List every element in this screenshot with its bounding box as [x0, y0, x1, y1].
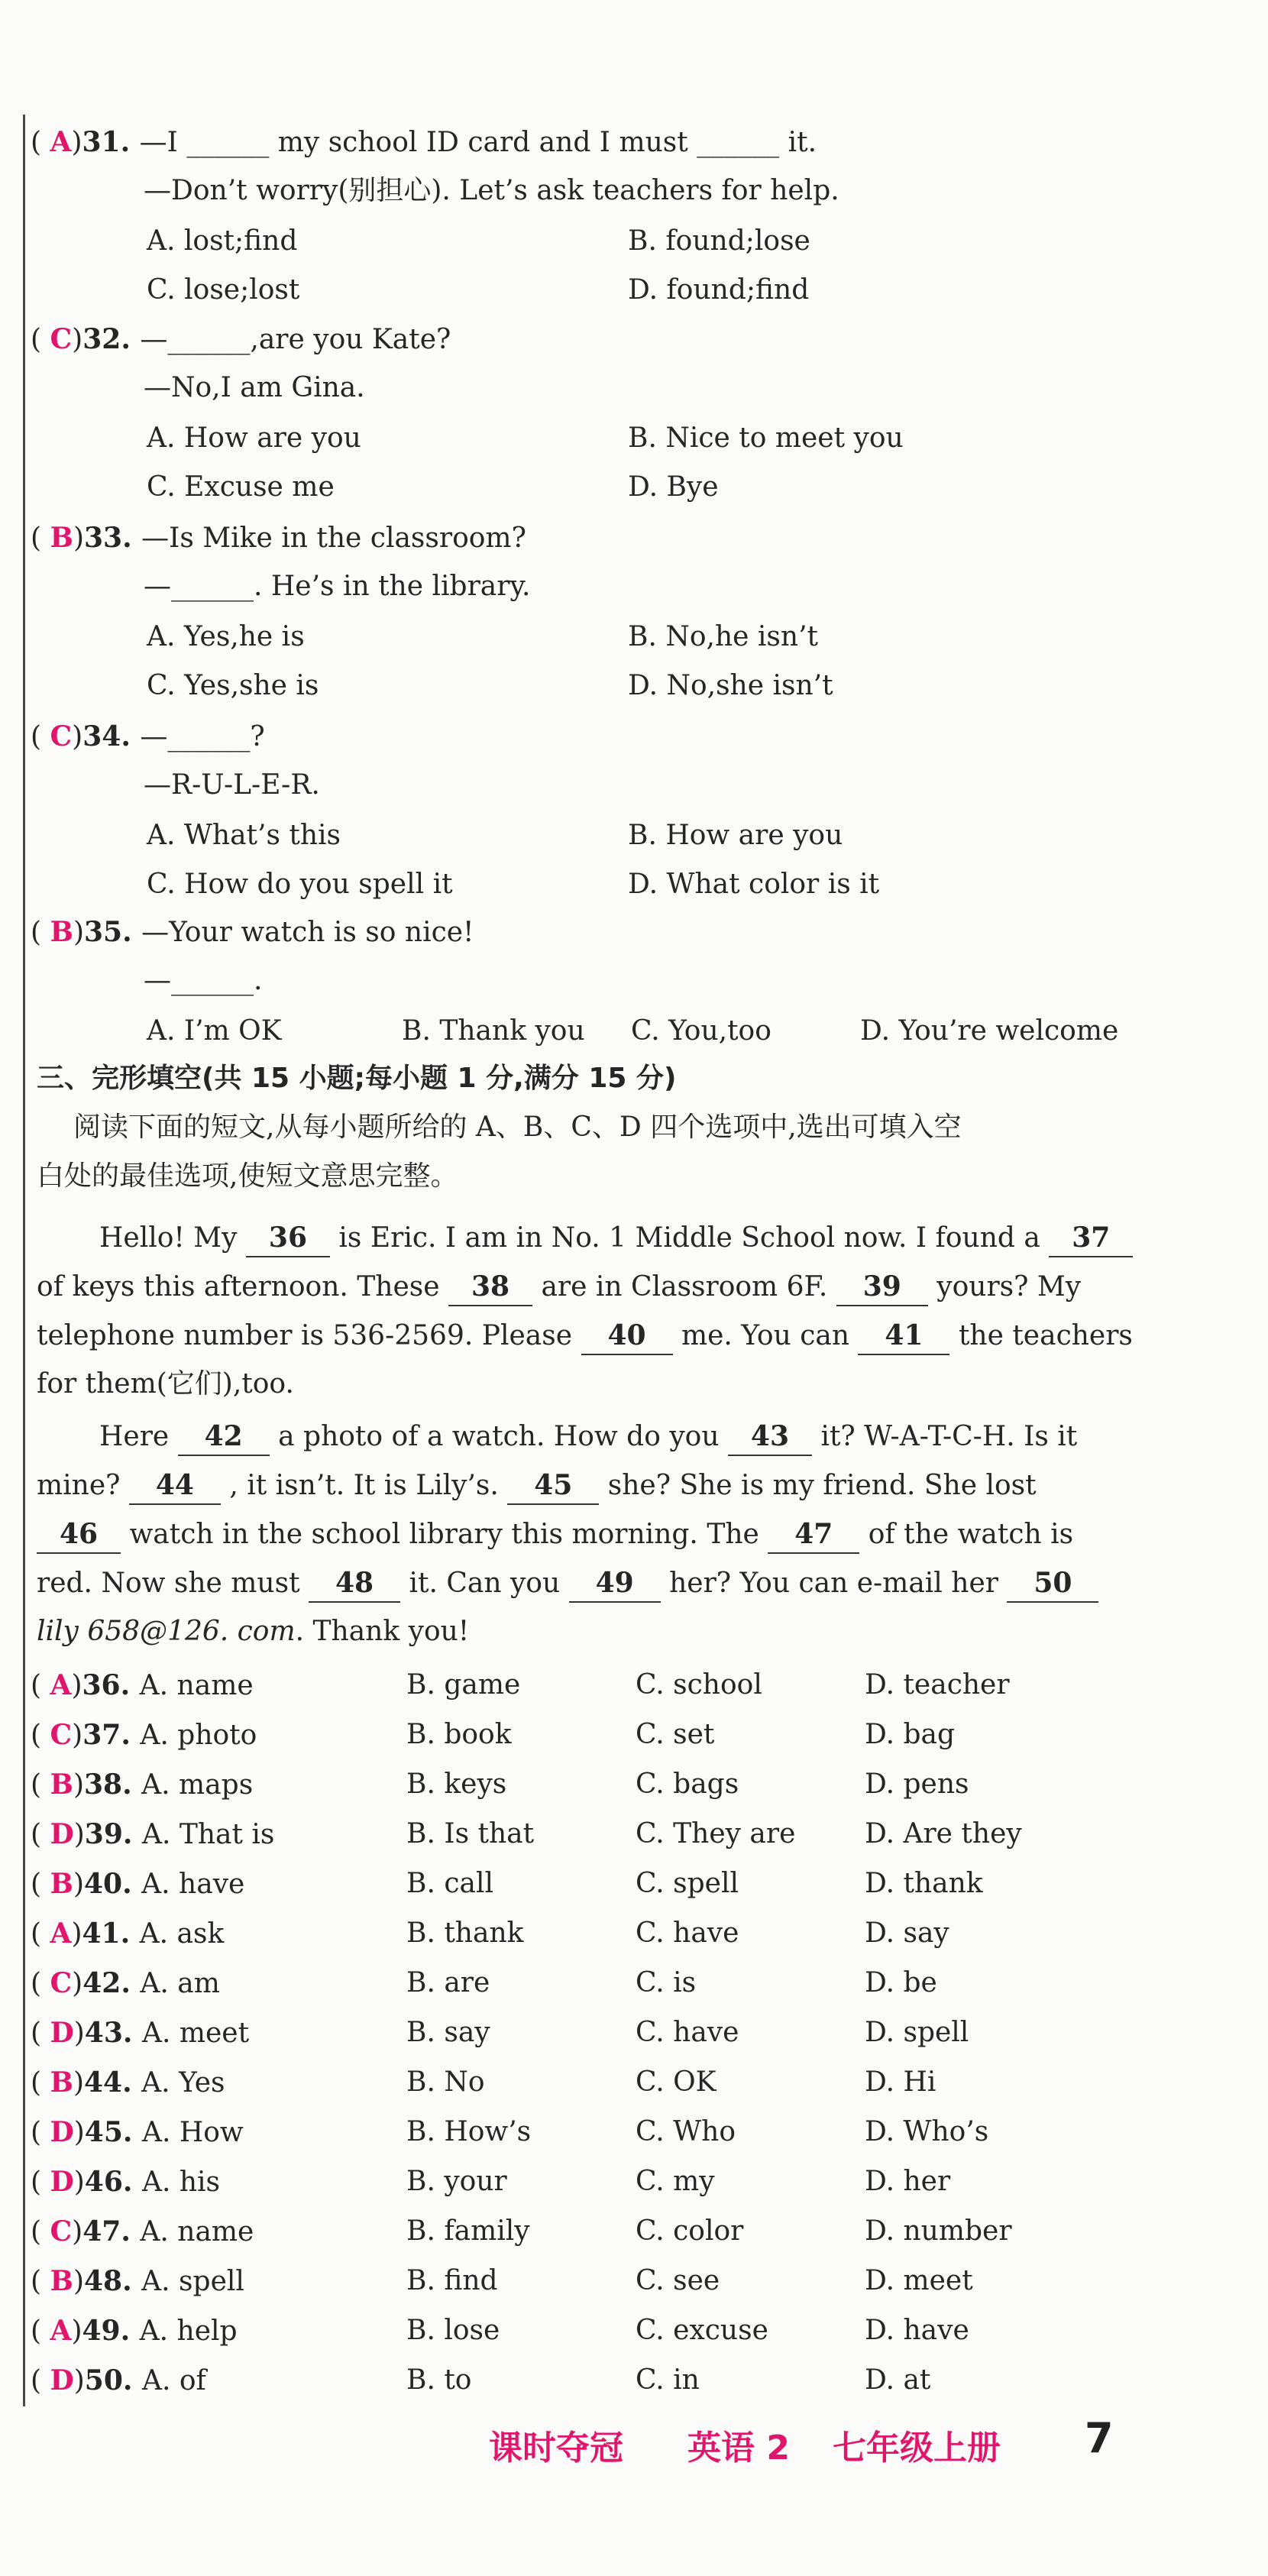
question-number: 40	[83, 1868, 123, 1900]
option-a: A. Yes,he is	[147, 621, 305, 652]
question-dot: .	[122, 2364, 142, 2396]
option-b: B. Is that	[406, 1818, 535, 1849]
option-row	[31, 2312, 238, 2350]
question-number: 34	[82, 720, 121, 752]
option-b: B. family	[406, 2215, 530, 2247]
answer-paren: (	[31, 2117, 50, 2148]
option-d: D. her	[865, 2166, 951, 2197]
answer-letter: B	[50, 522, 73, 554]
option-d: D. Are they	[865, 1818, 1022, 1849]
option-b: B. say	[406, 2017, 490, 2048]
blank-49: 49	[569, 1565, 661, 1603]
answer-paren: (	[31, 1769, 50, 1801]
option-b: B. thank	[406, 1917, 524, 1949]
option-d: D. say	[865, 1917, 949, 1949]
answer-paren: )	[72, 2216, 83, 2248]
answer-letter: D	[50, 2116, 74, 2148]
option-row	[31, 2213, 254, 2251]
answer-paren: )	[73, 2067, 84, 2099]
option-row	[31, 1717, 257, 1754]
option-b: B. game	[406, 1669, 521, 1701]
question-number: 41	[82, 1917, 121, 1950]
option-a: A. spell	[141, 2266, 244, 2297]
option-d: D. meet	[865, 2265, 973, 2296]
dialogue-reply: —Don’t worry(别担心). Let’s ask teachers for help.	[144, 175, 839, 206]
option-a: A. lost;find	[147, 225, 298, 257]
answer-letter: C	[50, 1967, 73, 1999]
option-a: A. How are you	[147, 422, 361, 454]
option-a: A. have	[141, 1869, 245, 1900]
question-stem	[31, 519, 526, 557]
option-row	[31, 2263, 244, 2300]
question-dot: .	[121, 720, 141, 752]
answer-paren: (	[31, 1819, 50, 1850]
passage-line: red. Now she must 48 it. Can you 49 her? You can e-mail her 50	[37, 1565, 1098, 1603]
answer-paren: )	[73, 1869, 84, 1900]
answer-paren: (	[31, 2315, 50, 2347]
answer-letter: C	[50, 1719, 73, 1751]
option-d: D. What color is it	[628, 869, 880, 900]
answer-paren: (	[31, 2018, 50, 2049]
option-b: B. lose	[406, 2315, 500, 2346]
option-a: A. help	[139, 2315, 238, 2347]
passage-line: for them(它们),too.	[37, 1368, 294, 1400]
option-row	[31, 1766, 253, 1804]
option-a: A. name	[140, 2216, 254, 2248]
question-dot: .	[122, 1769, 142, 1801]
question-number: 47	[82, 2215, 121, 2248]
blank-36: 36	[246, 1219, 330, 1257]
passage-line: 46 watch in the school library this morning. The 47 of the watch is	[37, 1516, 1073, 1554]
option-b: B. No,he isn’t	[628, 621, 818, 652]
book-title: 课时夺冠	[489, 2429, 623, 2468]
passage-line: telephone number is 536-2569. Please 40 me. You can 41 the teachers	[37, 1317, 1133, 1355]
question-dot: .	[122, 522, 142, 554]
answer-paren: (	[31, 1720, 50, 1751]
option-a: A. That is	[141, 1819, 275, 1850]
option-c: C. my	[636, 2166, 715, 2197]
option-c: C. have	[636, 2017, 739, 2048]
option-a: A. meet	[141, 2018, 250, 2049]
answer-paren: )	[71, 2315, 82, 2347]
question-number: 32	[82, 323, 121, 355]
question-dot: .	[120, 2315, 140, 2347]
answer-paren: )	[72, 1720, 83, 1751]
option-b: B. find	[406, 2265, 498, 2296]
question-stem	[31, 321, 451, 358]
margin-rule	[23, 115, 25, 2406]
answer-letter: B	[50, 2265, 73, 2297]
question-dot: .	[121, 1719, 141, 1751]
option-a: A. How	[141, 2117, 244, 2148]
question-dot: .	[122, 916, 142, 948]
option-c: C. have	[636, 1917, 739, 1949]
blank-38: 38	[448, 1268, 532, 1306]
answer-paren: )	[73, 2365, 85, 2396]
answer-paren: )	[73, 2018, 85, 2049]
question-number: 39	[84, 1818, 123, 1850]
option-row	[31, 1816, 274, 1853]
option-c: C. spell	[636, 1868, 739, 1899]
option-row	[31, 1866, 244, 1903]
option-c: C. OK	[636, 2066, 716, 2098]
instruction-line-2: 白处的最佳选项,使短文意思完整。	[37, 1160, 458, 1192]
answer-paren: )	[72, 1968, 83, 1999]
option-a: A. his	[141, 2167, 221, 2198]
answer-paren: )	[73, 1819, 85, 1850]
dialogue-reply: —______. He’s in the library.	[144, 571, 531, 602]
answer-paren: )	[72, 324, 83, 355]
option-b: B. to	[406, 2364, 472, 2396]
question-dot: .	[122, 2265, 142, 2297]
option-a: A. Yes	[141, 2067, 225, 2099]
instruction-line-1: 阅读下面的短文,从每小题所给的 A、B、C、D 四个选项中,选出可填入空	[73, 1112, 962, 1143]
option-a: A. What’s this	[147, 820, 341, 851]
grade-label: 七年级上册	[833, 2429, 1001, 2468]
blank-46: 46	[37, 1516, 121, 1554]
section-title: 三、完形填空(共 15 小题;每小题 1 分,满分 15 分)	[37, 1063, 677, 1094]
question-text: —______,are you Kate?	[140, 324, 451, 355]
answer-letter: A	[50, 1917, 72, 1950]
option-b: B. Nice to meet you	[628, 422, 904, 454]
question-number: 42	[82, 1967, 121, 1999]
option-d: D. thank	[865, 1868, 983, 1899]
option-d: D. be	[865, 1967, 937, 1998]
question-number: 36	[82, 1669, 121, 1701]
option-c: C. excuse	[636, 2315, 768, 2346]
option-b: B. keys	[406, 1769, 507, 1800]
answer-paren: (	[31, 1968, 50, 1999]
answer-letter: B	[50, 2066, 73, 2099]
question-text: —Is Mike in the classroom?	[141, 523, 526, 554]
option-b: B. book	[406, 1719, 512, 1750]
question-dot: .	[122, 2166, 142, 2198]
answer-paren: (	[31, 127, 50, 158]
question-number: 45	[84, 2116, 123, 2148]
option-d: D. pens	[865, 1769, 969, 1800]
option-c: C. in	[636, 2364, 700, 2396]
option-c: C. They are	[636, 1818, 796, 1849]
question-dot: .	[121, 323, 141, 355]
option-d: D. You’re welcome	[860, 1015, 1119, 1047]
answer-letter: D	[50, 1818, 74, 1850]
blank-50: 50	[1007, 1565, 1098, 1603]
answer-paren: )	[72, 721, 83, 752]
email-address: lily 658@126. com	[37, 1616, 296, 1647]
option-c: C. see	[636, 2265, 720, 2296]
question-number: 31	[82, 126, 121, 158]
option-b: B. your	[406, 2166, 507, 2197]
answer-letter: B	[50, 916, 73, 948]
option-row	[31, 2362, 206, 2400]
question-dot: .	[120, 1917, 140, 1950]
option-row	[31, 2163, 220, 2201]
question-dot: .	[122, 2017, 142, 2049]
question-dot: .	[120, 1669, 140, 1701]
option-d: D. bag	[865, 1719, 956, 1750]
passage-line: lily 658@126. com. Thank you!	[37, 1616, 470, 1647]
answer-paren: (	[31, 2266, 50, 2297]
blank-37: 37	[1049, 1219, 1133, 1257]
option-b: B. Thank you	[402, 1015, 585, 1047]
answer-letter: A	[50, 1669, 72, 1701]
question-dot: .	[122, 2116, 142, 2148]
blank-48: 48	[309, 1565, 400, 1603]
option-c: C. Excuse me	[147, 471, 335, 503]
option-b: B. How are you	[628, 820, 843, 851]
question-dot: .	[120, 126, 140, 158]
answer-letter: A	[50, 126, 72, 158]
option-c: C. color	[636, 2215, 744, 2247]
answer-paren: (	[31, 1670, 50, 1701]
passage-line: mine? 44 , it isn’t. It is Lily’s. 45 she? She is my friend. She lost	[37, 1467, 1037, 1505]
option-d: D. spell	[865, 2017, 969, 2048]
blank-47: 47	[768, 1516, 859, 1554]
answer-paren: (	[31, 917, 50, 948]
answer-paren: (	[31, 1918, 50, 1950]
blank-44: 44	[129, 1467, 221, 1505]
option-d: D. Who’s	[865, 2116, 989, 2147]
question-stem	[31, 718, 265, 756]
answer-paren: )	[71, 1670, 82, 1701]
answer-letter: B	[50, 1868, 73, 1900]
option-b: B. call	[406, 1868, 493, 1899]
answer-letter: D	[50, 2017, 74, 2049]
option-row	[31, 2015, 249, 2052]
answer-paren: )	[71, 127, 82, 158]
passage-line: Hello! My 36 is Eric. I am in No. 1 Middle School now. I found a 37	[99, 1219, 1133, 1257]
option-a: A. ask	[139, 1918, 225, 1950]
option-b: B. are	[406, 1967, 490, 1998]
page-number: 7	[1085, 2414, 1114, 2462]
answer-paren: )	[73, 523, 84, 554]
blank-39: 39	[836, 1268, 928, 1306]
option-b: B. No	[406, 2066, 485, 2098]
subject-label: 英语 2	[687, 2429, 790, 2468]
answer-paren: (	[31, 1869, 50, 1900]
question-number: 43	[84, 2017, 123, 2049]
answer-paren: )	[71, 1918, 82, 1950]
answer-letter: C	[50, 323, 73, 355]
option-d: D. Bye	[628, 471, 719, 503]
option-row	[31, 2064, 225, 2102]
blank-45: 45	[507, 1467, 599, 1505]
question-stem	[31, 914, 474, 951]
option-a: A. maps	[141, 1769, 254, 1801]
question-number: 50	[84, 2364, 123, 2396]
option-row	[31, 1965, 220, 2002]
answer-letter: B	[50, 1769, 73, 1801]
question-number: 37	[82, 1719, 121, 1751]
option-a: A. I’m OK	[147, 1015, 282, 1047]
blank-43: 43	[728, 1418, 812, 1456]
option-c: C. bags	[636, 1769, 739, 1800]
answer-letter: C	[50, 2215, 73, 2248]
question-number: 48	[83, 2265, 123, 2297]
option-row	[31, 1915, 224, 1953]
answer-paren: )	[73, 917, 84, 948]
question-number: 38	[83, 1769, 123, 1801]
option-row	[31, 1667, 254, 1704]
question-number: 33	[83, 522, 123, 554]
answer-letter: D	[50, 2364, 74, 2396]
question-dot: .	[121, 2215, 141, 2248]
option-d: D. Hi	[865, 2066, 936, 2098]
option-c: C. Yes,she is	[147, 670, 319, 701]
question-text: —______?	[140, 721, 265, 752]
passage-line: of keys this afternoon. These 38 are in Classroom 6F. 39 yours? My	[37, 1268, 1081, 1306]
answer-paren: (	[31, 523, 50, 554]
option-a: A. am	[140, 1968, 220, 1999]
option-d: D. teacher	[865, 1669, 1010, 1701]
blank-42: 42	[178, 1418, 270, 1456]
option-a: A. of	[141, 2365, 206, 2396]
answer-paren: (	[31, 2067, 50, 2099]
option-a: A. name	[139, 1670, 254, 1701]
dialogue-reply: —______.	[144, 965, 263, 996]
option-d: D. number	[865, 2215, 1012, 2247]
answer-paren: (	[31, 2216, 50, 2248]
answer-letter: C	[50, 720, 73, 752]
dialogue-reply: —No,I am Gina.	[144, 372, 365, 403]
option-d: D. at	[865, 2364, 931, 2396]
option-c: C. You,too	[631, 1015, 771, 1047]
option-b: B. found;lose	[628, 225, 810, 257]
question-stem	[31, 124, 817, 161]
answer-paren: )	[73, 1769, 84, 1801]
question-dot: .	[122, 1868, 142, 1900]
question-dot: .	[122, 1818, 142, 1850]
blank-41: 41	[858, 1317, 949, 1355]
answer-letter: D	[50, 2166, 74, 2198]
question-dot: .	[122, 2066, 142, 2099]
option-c: C. Who	[636, 2116, 736, 2147]
option-c: C. set	[636, 1719, 715, 1750]
question-dot: .	[121, 1967, 141, 1999]
answer-paren: (	[31, 2167, 50, 2198]
option-c: C. How do you spell it	[147, 869, 453, 900]
option-b: B. How’s	[406, 2116, 532, 2147]
question-text: —I ______ my school ID card and I must ______ it.	[139, 127, 817, 158]
dialogue-reply: —R-U-L-E-R.	[144, 769, 320, 801]
question-number: 46	[84, 2166, 123, 2198]
answer-letter: A	[50, 2315, 72, 2347]
question-text: —Your watch is so nice!	[141, 917, 474, 948]
passage-line: Here 42 a photo of a watch. How do you 43 it? W-A-T-C-H. Is it	[99, 1418, 1077, 1456]
question-number: 49	[82, 2315, 121, 2347]
option-row	[31, 2114, 244, 2151]
option-a: A. photo	[140, 1720, 257, 1751]
answer-paren: (	[31, 721, 50, 752]
option-c: C. lose;lost	[147, 274, 300, 306]
option-d: D. No,she isn’t	[628, 670, 833, 701]
option-c: C. is	[636, 1967, 697, 1998]
answer-paren: (	[31, 324, 50, 355]
question-number: 44	[83, 2066, 123, 2099]
answer-paren: )	[73, 2167, 85, 2198]
answer-paren: )	[73, 2266, 84, 2297]
blank-40: 40	[581, 1317, 673, 1355]
answer-paren: (	[31, 2365, 50, 2396]
question-number: 35	[83, 916, 123, 948]
option-c: C. school	[636, 1669, 762, 1701]
option-d: D. found;find	[628, 274, 810, 306]
answer-paren: )	[73, 2117, 85, 2148]
option-d: D. have	[865, 2315, 969, 2346]
